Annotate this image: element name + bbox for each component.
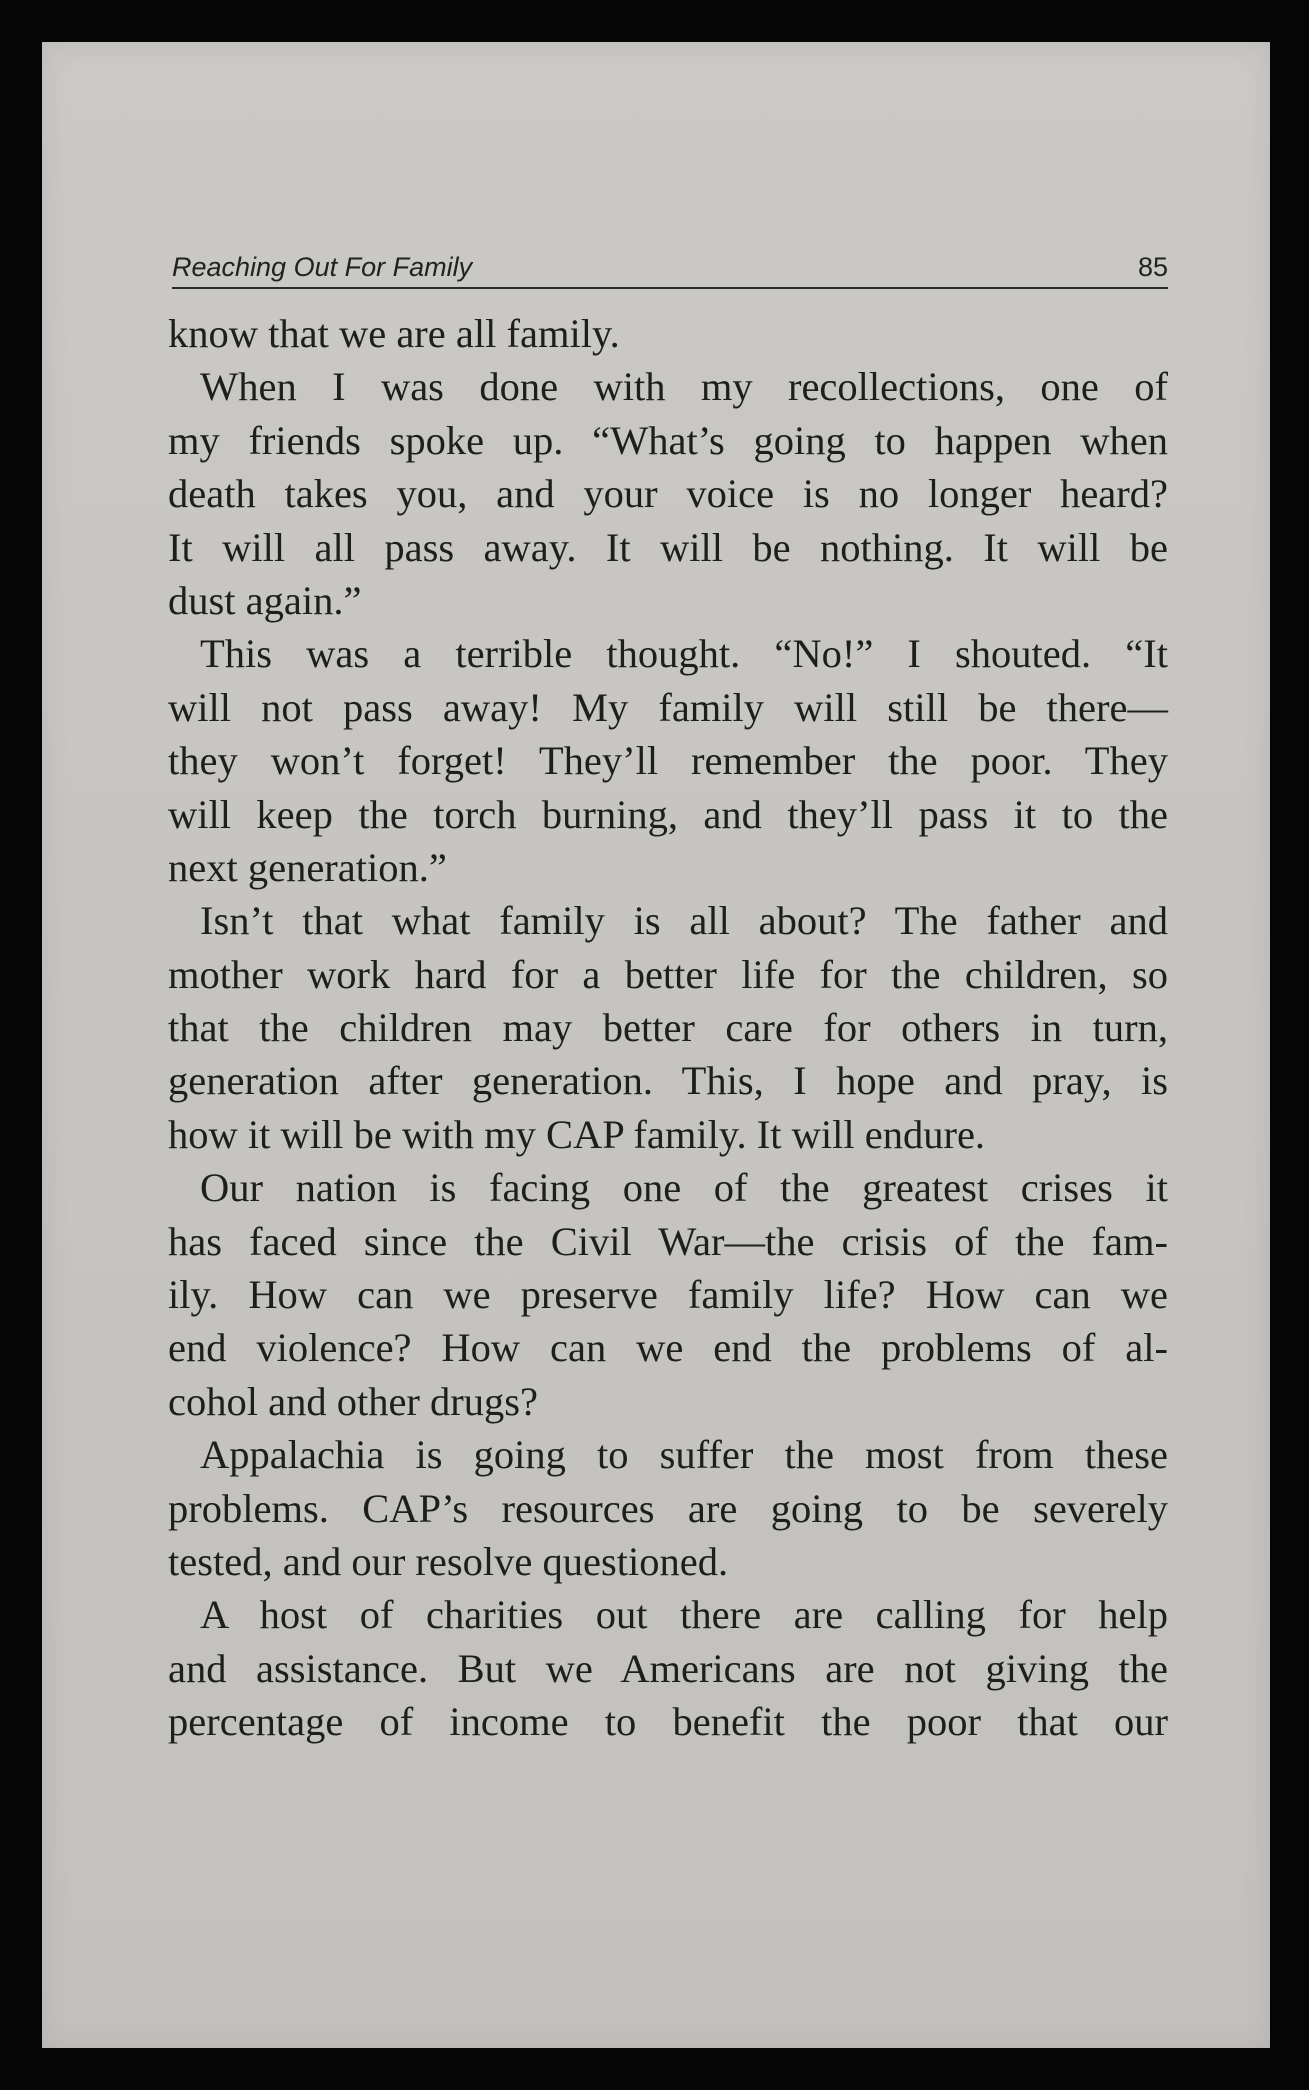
running-title: Reaching Out For Family xyxy=(172,252,473,282)
text-line: will not pass away! My family will still be there— xyxy=(168,684,1168,730)
text-line: end violence? How can we end the problems of al- xyxy=(168,1325,1168,1371)
text-line: will keep the torch burning, and they’ll pass it to the xyxy=(168,791,1168,837)
text-line: cohol and other drugs? xyxy=(168,1378,539,1424)
text-line: A host of charities out there are calling for help xyxy=(200,1592,1168,1638)
text-line: It will all pass away. It will be nothing. It will be xyxy=(168,524,1168,570)
text-line: that the children may better care for others in turn, xyxy=(168,1005,1168,1051)
text-line: percentage of income to benefit the poor that our xyxy=(168,1699,1168,1745)
text-line: Our nation is facing one of the greatest crises it xyxy=(200,1165,1168,1211)
text-line: how it will be with my CAP family. It will endure. xyxy=(168,1111,986,1157)
text-line: dust again.” xyxy=(168,577,362,623)
text-line: next generation.” xyxy=(168,844,447,890)
text-line: Isn’t that what family is all about? The father and xyxy=(200,898,1168,944)
text-line: This was a terrible thought. “No!” I shouted. “It xyxy=(200,631,1168,677)
text-line: death takes you, and your voice is no longer heard? xyxy=(168,471,1168,517)
text-line: tested, and our resolve questioned. xyxy=(168,1538,729,1584)
text-line: Appalachia is going to suffer the most from these xyxy=(200,1432,1168,1478)
text-line: and assistance. But we Americans are not giving the xyxy=(168,1645,1168,1691)
page-number: 85 xyxy=(1137,252,1168,282)
running-head xyxy=(172,247,1168,289)
text-line: my friends spoke up. “What’s going to happen when xyxy=(168,417,1168,463)
body-text xyxy=(168,307,1168,1749)
text-line: generation after generation. This, I hope and pray, is xyxy=(168,1058,1168,1104)
text-line: they won’t forget! They’ll remember the poor. They xyxy=(168,738,1168,784)
text-line: know that we are all family. xyxy=(168,311,620,356)
book-page xyxy=(42,42,1270,2048)
text-line: ily. How can we preserve family life? How can we xyxy=(168,1272,1168,1318)
text-line: has faced since the Civil War—the crisis of the fam- xyxy=(168,1218,1168,1264)
text-line: problems. CAP’s resources are going to be severely xyxy=(168,1485,1168,1531)
text-line: When I was done with my recollections, one of xyxy=(200,364,1168,410)
text-line: mother work hard for a better life for the children, so xyxy=(168,951,1168,997)
